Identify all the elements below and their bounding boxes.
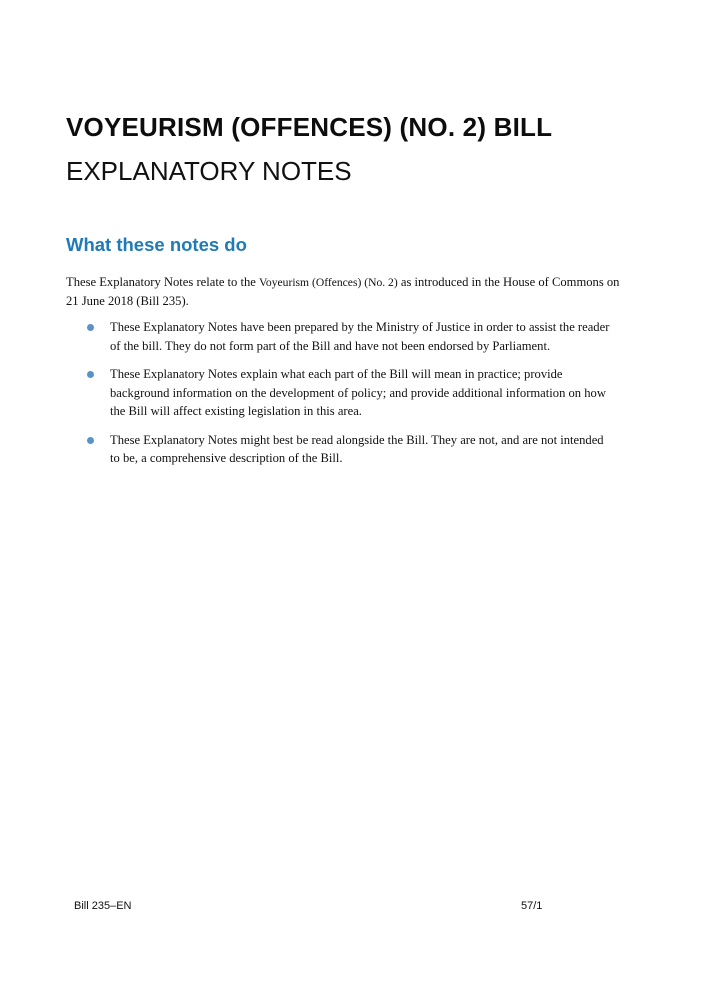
document-title: VOYEURISM (OFFENCES) (NO. 2) BILL bbox=[66, 112, 553, 142]
footer-bill-reference: Bill 235–EN bbox=[74, 900, 132, 912]
intro-text-before: These Explanatory Notes relate to the bbox=[66, 275, 260, 289]
intro-text-after: as introduced in the House of Commons on 21 June 2018 (Bill 235). bbox=[66, 275, 620, 308]
bullet-item bbox=[0, 365, 610, 421]
bullet-text: These Explanatory Notes might best be read alongside the Bill. They are not, and are not intended to be, a comprehensive description of the Bill. bbox=[110, 432, 604, 465]
document-subtitle: EXPLANATORY NOTES bbox=[66, 156, 352, 186]
bullet-list bbox=[0, 318, 707, 478]
bullet-dot-icon bbox=[87, 371, 94, 378]
bullet-dot-icon bbox=[87, 324, 94, 331]
section-heading: What these notes do bbox=[66, 234, 247, 255]
bullet-dot-icon bbox=[87, 437, 94, 444]
footer-page-number: 57/1 bbox=[521, 900, 543, 912]
bullet-item bbox=[0, 431, 610, 468]
intro-paragraph bbox=[66, 273, 626, 311]
intro-bill-name: Voyeurism (Offences) (No. 2) bbox=[259, 276, 398, 289]
bullet-text: These Explanatory Notes explain what each part of the Bill will mean in practice; provide background information on the development of policy; and provide additional information on how the Bill will affect existing legislation in this area. bbox=[110, 367, 606, 418]
bullet-text: These Explanatory Notes have been prepared by the Ministry of Justice in order to assist the reader of the bill. They do not form part of the Bill and have not been endorsed by Parliament. bbox=[110, 320, 610, 353]
bullet-item bbox=[0, 318, 610, 355]
